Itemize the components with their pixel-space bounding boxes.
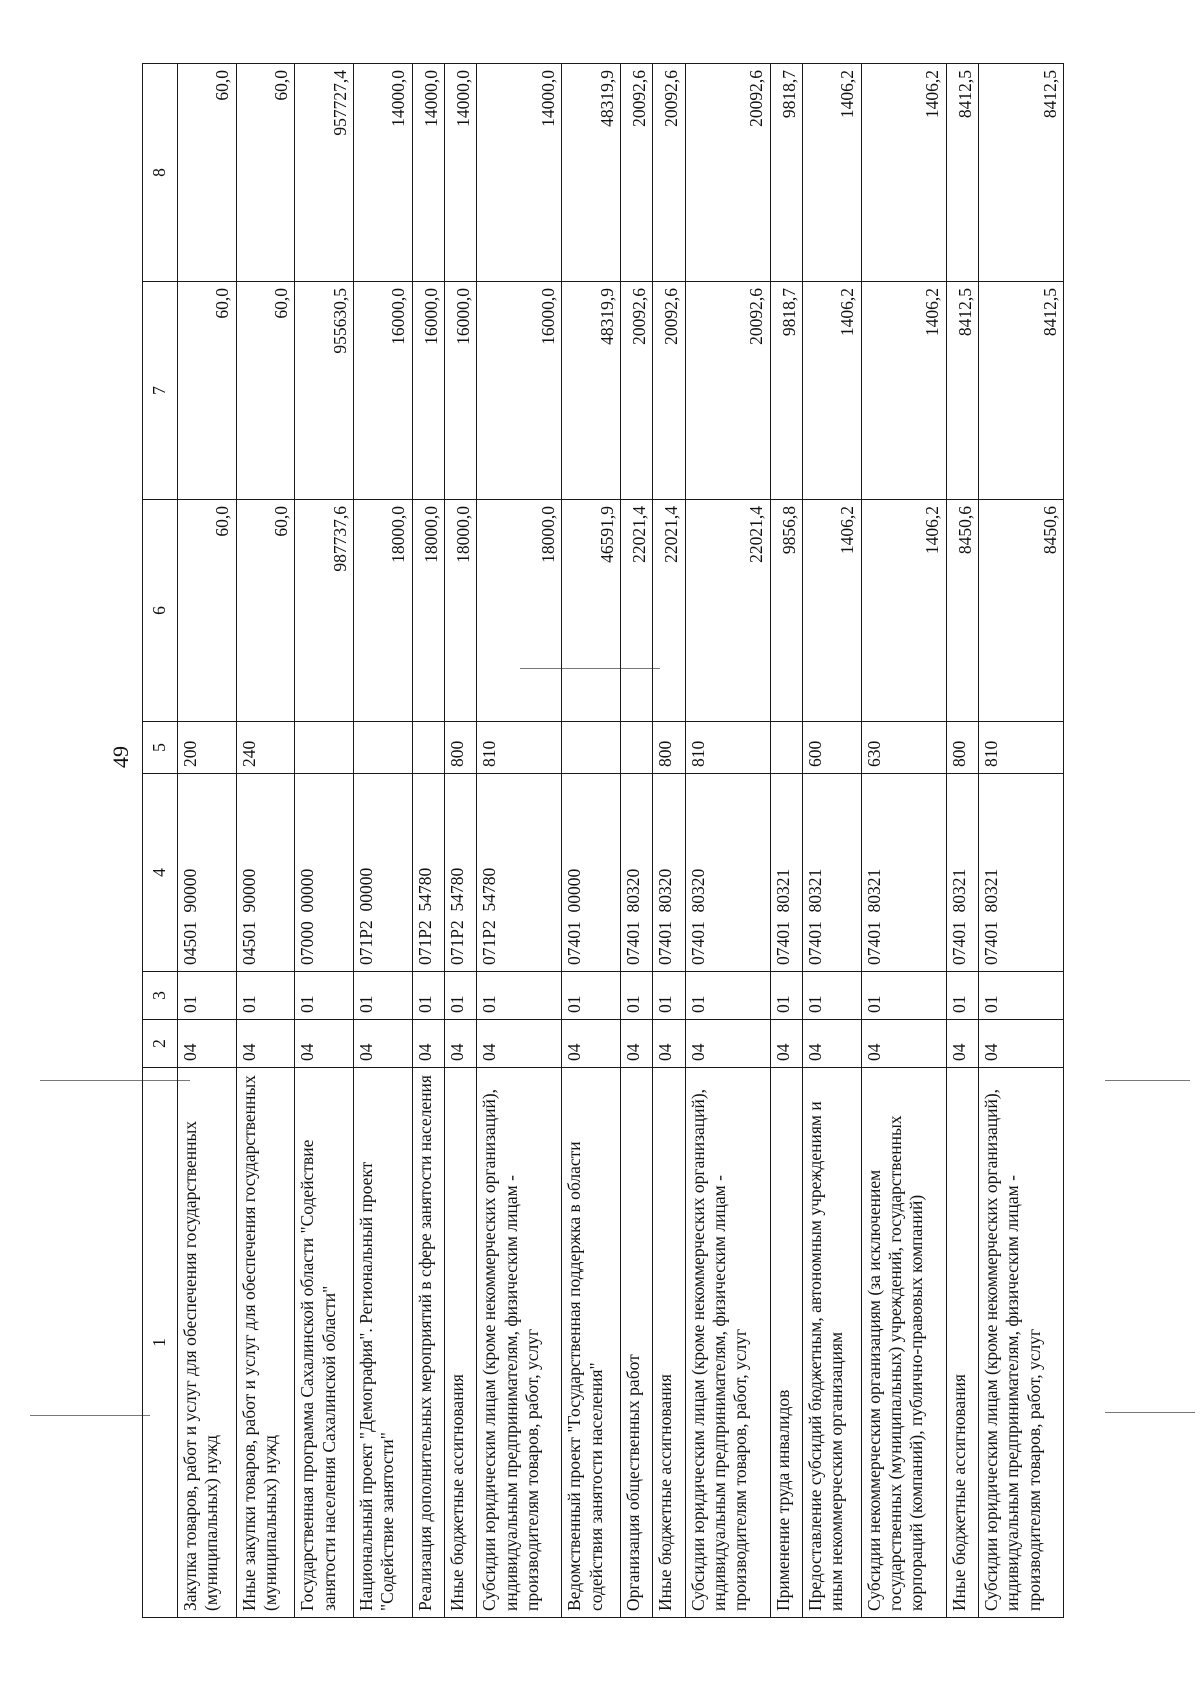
cell-amount-7: 8412,5	[946, 282, 978, 500]
cell-amount-6: 60,0	[178, 500, 237, 722]
cell-amount-8: 60,0	[236, 64, 295, 282]
cell-expense-type: 810	[979, 722, 1064, 774]
cell-expense-type: 810	[685, 722, 770, 774]
cell-section: 04	[946, 1020, 978, 1068]
cell-amount-8: 14000,0	[353, 64, 412, 282]
row-name: Ведомственный проект "Государственная поддержка в области содействия занятости населения"	[562, 1068, 621, 1618]
table-row	[803, 64, 862, 1618]
cell-section: 04	[477, 1020, 562, 1068]
cell-section: 04	[803, 1020, 862, 1068]
cell-subsection: 01	[979, 972, 1064, 1020]
table-row	[620, 64, 652, 1618]
cell-amount-6: 18000,0	[412, 500, 444, 722]
row-name: Государственная программа Сахалинской области "Содействие занятости населения Сахалинской области"	[295, 1068, 354, 1618]
row-name: Иные бюджетные ассигнования	[445, 1068, 477, 1618]
cell-target-article: 07401 80321	[770, 774, 802, 972]
cell-target-article: 07000 00000	[295, 774, 354, 972]
row-name: Национальный проект "Демография". Региональный проект "Содействие занятости"	[353, 1068, 412, 1618]
cell-target-article: 07401 80321	[861, 774, 946, 972]
cell-amount-6: 1406,2	[861, 500, 946, 722]
cell-amount-7: 20092,6	[620, 282, 652, 500]
cell-amount-7: 1406,2	[803, 282, 862, 500]
cell-amount-7: 16000,0	[412, 282, 444, 500]
row-name: Иные бюджетные ассигнования	[653, 1068, 685, 1618]
cell-amount-8: 14000,0	[445, 64, 477, 282]
cell-section: 04	[178, 1020, 237, 1068]
cell-amount-6: 9856,8	[770, 500, 802, 722]
cell-amount-8: 8412,5	[946, 64, 978, 282]
cell-amount-6: 987737,6	[295, 500, 354, 722]
cell-target-article: 07401 80321	[803, 774, 862, 972]
cell-amount-7: 1406,2	[861, 282, 946, 500]
cell-subsection: 01	[477, 972, 562, 1020]
cell-target-article: 04501 90000	[178, 774, 237, 972]
cell-target-article: 071P2 54780	[445, 774, 477, 972]
cell-section: 04	[979, 1020, 1064, 1068]
cell-target-article: 04501 90000	[236, 774, 295, 972]
cell-amount-8: 20092,6	[620, 64, 652, 282]
cell-expense-type	[412, 722, 444, 774]
table-row	[979, 64, 1064, 1618]
column-header: 1	[143, 1068, 178, 1618]
cell-subsection: 01	[353, 972, 412, 1020]
row-name: Закупка товаров, работ и услуг для обеспечения государственных (муниципальных) нужд	[178, 1068, 237, 1618]
table-row	[861, 64, 946, 1618]
cell-section: 04	[770, 1020, 802, 1068]
table-row	[946, 64, 978, 1618]
cell-amount-7: 20092,6	[685, 282, 770, 500]
table-row	[477, 64, 562, 1618]
cell-expense-type: 800	[946, 722, 978, 774]
cell-subsection: 01	[803, 972, 862, 1020]
cell-amount-6: 60,0	[236, 500, 295, 722]
column-header: 4	[143, 774, 178, 972]
cell-target-article: 07401 80321	[946, 774, 978, 972]
row-name: Субсидии юридическим лицам (кроме некоммерческих организаций), индивидуальным предпринимателям, физическим лицам - производителям товаров, работ, услуг	[979, 1068, 1064, 1618]
row-name: Иные закупки товаров, работ и услуг для обеспечения государственных (муниципальных) нужд	[236, 1068, 295, 1618]
cell-amount-8: 60,0	[178, 64, 237, 282]
column-header: 2	[143, 1020, 178, 1068]
cell-amount-7: 8412,5	[979, 282, 1064, 500]
table-row	[353, 64, 412, 1618]
cell-amount-7: 955630,5	[295, 282, 354, 500]
cell-amount-6: 18000,0	[445, 500, 477, 722]
cell-target-article: 07401 80320	[653, 774, 685, 972]
cell-expense-type: 240	[236, 722, 295, 774]
cell-amount-7: 16000,0	[353, 282, 412, 500]
cell-expense-type	[562, 722, 621, 774]
cell-amount-6: 22021,4	[685, 500, 770, 722]
cell-expense-type	[620, 722, 652, 774]
cell-target-article: 071P2 00000	[353, 774, 412, 972]
column-header: 5	[143, 722, 178, 774]
cell-target-article: 071P2 54780	[477, 774, 562, 972]
cell-amount-6: 8450,6	[946, 500, 978, 722]
row-name: Субсидии некоммерческим организациям (за исключением государственных (муниципальных) учреждений, государственных корпораций (компаний), публично-правовых компаний)	[861, 1068, 946, 1618]
cell-section: 04	[295, 1020, 354, 1068]
row-name: Предоставление субсидий бюджетным, автономным учреждениям и иным некоммерческим организациям	[803, 1068, 862, 1618]
cell-expense-type: 800	[445, 722, 477, 774]
cell-amount-8: 9818,7	[770, 64, 802, 282]
cell-amount-6: 22021,4	[653, 500, 685, 722]
column-header: 8	[143, 64, 178, 282]
cell-target-article: 07401 00000	[562, 774, 621, 972]
table-row	[445, 64, 477, 1618]
scan-artifact-line	[30, 1415, 150, 1416]
cell-amount-8: 20092,6	[685, 64, 770, 282]
cell-section: 04	[861, 1020, 946, 1068]
cell-expense-type	[295, 722, 354, 774]
cell-amount-7: 16000,0	[477, 282, 562, 500]
cell-amount-6: 18000,0	[477, 500, 562, 722]
cell-amount-6: 1406,2	[803, 500, 862, 722]
table-row	[178, 64, 237, 1618]
cell-expense-type	[353, 722, 412, 774]
budget-table	[142, 63, 1064, 1618]
column-header: 6	[143, 500, 178, 722]
cell-amount-8: 14000,0	[412, 64, 444, 282]
cell-expense-type: 810	[477, 722, 562, 774]
cell-subsection: 01	[295, 972, 354, 1020]
cell-amount-7: 60,0	[178, 282, 237, 500]
cell-subsection: 01	[770, 972, 802, 1020]
cell-section: 04	[562, 1020, 621, 1068]
row-name: Организация общественных работ	[620, 1068, 652, 1618]
column-header: 7	[143, 282, 178, 500]
table-row	[236, 64, 295, 1618]
cell-subsection: 01	[620, 972, 652, 1020]
cell-subsection: 01	[685, 972, 770, 1020]
row-name: Реализация дополнительных мероприятий в сфере занятости населения	[412, 1068, 444, 1618]
cell-subsection: 01	[562, 972, 621, 1020]
scan-artifact-line	[1105, 1080, 1190, 1081]
cell-subsection: 01	[236, 972, 295, 1020]
cell-expense-type	[770, 722, 802, 774]
table-row	[295, 64, 354, 1618]
table-row	[562, 64, 621, 1618]
row-name: Субсидии юридическим лицам (кроме некоммерческих организаций), индивидуальным предпринимателям, физическим лицам - производителям товаров, работ, услуг	[685, 1068, 770, 1618]
cell-amount-8: 1406,2	[861, 64, 946, 282]
cell-expense-type: 630	[861, 722, 946, 774]
cell-section: 04	[445, 1020, 477, 1068]
cell-amount-6: 18000,0	[353, 500, 412, 722]
rotated-table-container	[142, 64, 1064, 1618]
cell-subsection: 01	[861, 972, 946, 1020]
table-row	[770, 64, 802, 1618]
row-name: Иные бюджетные ассигнования	[946, 1068, 978, 1618]
cell-amount-8: 20092,6	[653, 64, 685, 282]
cell-subsection: 01	[178, 972, 237, 1020]
cell-amount-6: 22021,4	[620, 500, 652, 722]
table-row	[412, 64, 444, 1618]
row-name: Применение труда инвалидов	[770, 1068, 802, 1618]
cell-section: 04	[653, 1020, 685, 1068]
scan-artifact-line	[1105, 1412, 1195, 1413]
cell-subsection: 01	[412, 972, 444, 1020]
cell-section: 04	[620, 1020, 652, 1068]
cell-section: 04	[353, 1020, 412, 1068]
cell-amount-6: 46591,9	[562, 500, 621, 722]
cell-amount-7: 9818,7	[770, 282, 802, 500]
cell-expense-type: 800	[653, 722, 685, 774]
table-row	[685, 64, 770, 1618]
column-header: 3	[143, 972, 178, 1020]
cell-target-article: 071P2 54780	[412, 774, 444, 972]
cell-target-article: 07401 80320	[685, 774, 770, 972]
cell-section: 04	[685, 1020, 770, 1068]
cell-subsection: 01	[653, 972, 685, 1020]
cell-subsection: 01	[445, 972, 477, 1020]
cell-expense-type: 200	[178, 722, 237, 774]
cell-amount-7: 48319,9	[562, 282, 621, 500]
page-number: 49	[108, 746, 133, 768]
cell-amount-6: 8450,6	[979, 500, 1064, 722]
row-name: Субсидии юридическим лицам (кроме некоммерческих организаций), индивидуальным предпринимателям, физическим лицам - производителям товаров, работ, услуг	[477, 1068, 562, 1618]
cell-expense-type: 600	[803, 722, 862, 774]
cell-subsection: 01	[946, 972, 978, 1020]
cell-section: 04	[412, 1020, 444, 1068]
cell-amount-7: 60,0	[236, 282, 295, 500]
cell-amount-8: 1406,2	[803, 64, 862, 282]
cell-target-article: 07401 80321	[979, 774, 1064, 972]
table-row	[653, 64, 685, 1618]
cell-amount-7: 16000,0	[445, 282, 477, 500]
cell-amount-8: 957727,4	[295, 64, 354, 282]
cell-amount-7: 20092,6	[653, 282, 685, 500]
cell-amount-8: 8412,5	[979, 64, 1064, 282]
header-row	[143, 64, 178, 1618]
cell-section: 04	[236, 1020, 295, 1068]
cell-amount-8: 48319,9	[562, 64, 621, 282]
cell-target-article: 07401 80320	[620, 774, 652, 972]
cell-amount-8: 14000,0	[477, 64, 562, 282]
